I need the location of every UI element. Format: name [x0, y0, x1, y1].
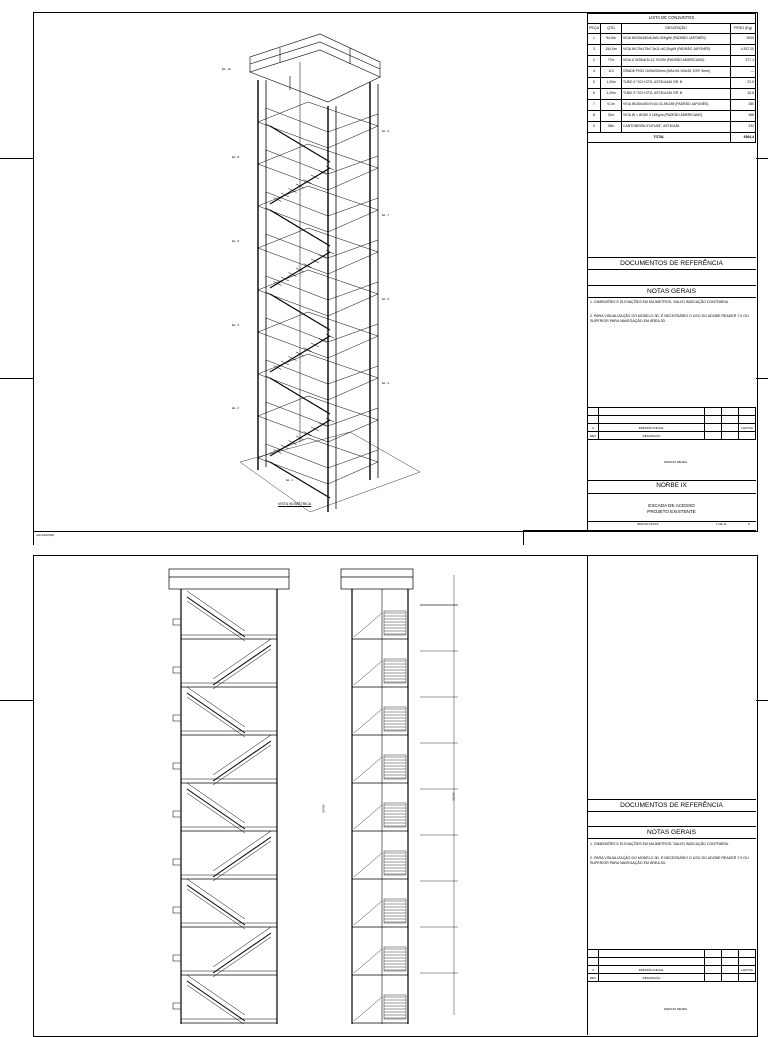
part-description: VIGA W = W150 X 18Kg/m (PADRÃO AMERICANO)	[622, 111, 731, 122]
stair-section	[384, 899, 406, 923]
iso-landing	[258, 438, 378, 484]
general-note: 1. DIMENSÕES E ELEVAÇÕES EM MILÍMETROS, SALVO INDICAÇÃO CONTRÁRIA.	[590, 300, 730, 304]
part-description: VIGA W200x150x6,5x9=32Kg/M (PADRÃO JAPONÊS)	[622, 34, 731, 45]
stair-stringer	[354, 997, 382, 1021]
level-callout: EL. 7	[382, 213, 390, 217]
stair-flight	[187, 885, 245, 925]
part-quantity: 110	[601, 67, 622, 78]
responsible-name: MARCIO NEVES	[664, 460, 688, 464]
part-number: 1	[588, 34, 601, 45]
revision-column-header: DESCRIÇÃO	[599, 974, 705, 982]
parts-list-table	[587, 13, 756, 143]
part-quantity: 31m	[601, 111, 622, 122]
part-number: 2	[588, 56, 601, 67]
iso-stair-tread	[289, 390, 297, 394]
frame-tick	[756, 158, 768, 159]
iso-stair-tread	[281, 301, 289, 305]
stair-flight	[213, 645, 271, 685]
parts-list-row	[588, 34, 756, 45]
iso-stair-tread	[304, 315, 312, 319]
part-quantity: 1,40m	[601, 78, 622, 89]
sheet-format-label: (A2-420x594)	[36, 533, 55, 537]
iso-landing	[258, 312, 378, 358]
revision-description: EMISSÃO INICIAL	[599, 424, 705, 432]
beam-stub	[173, 1003, 181, 1009]
total-value: 9264,4	[731, 133, 756, 143]
stair-stringer	[354, 661, 382, 685]
general-notes-heading: NOTAS GERAIS	[587, 285, 756, 298]
stair-flight	[187, 789, 245, 829]
frame-tick	[523, 530, 524, 545]
iso-stair-tread	[289, 222, 297, 226]
frame-tick	[756, 378, 768, 379]
iso-landing	[258, 228, 378, 274]
iso-stair-tread	[281, 469, 289, 473]
iso-handrail	[266, 234, 378, 258]
iso-landing	[258, 186, 378, 232]
stair-section	[384, 851, 406, 875]
level-callout: EL. 8	[232, 155, 240, 159]
view-label: VISTA ISOMÉTRICA	[278, 502, 312, 506]
revision-number: 0	[588, 424, 599, 432]
level-callout: EL. 9	[382, 129, 390, 133]
stair-stringer	[354, 757, 382, 781]
revision-date: 14/07/20	[739, 966, 756, 974]
front-elevation-view	[165, 565, 295, 1024]
title-block-divider	[587, 521, 756, 522]
revision-date: 14/07/20	[739, 424, 756, 432]
responsible-name: MARCIO NEVES	[664, 1007, 688, 1011]
revision-column-header: REV	[588, 974, 599, 982]
part-quantity: 35m	[601, 122, 622, 133]
stair-flight	[213, 837, 271, 877]
part-quantity: 154,0m	[601, 45, 622, 56]
parts-list-row	[588, 100, 756, 111]
stair-stringer	[354, 949, 382, 973]
stair-section	[384, 707, 406, 731]
revision-index: 0	[748, 522, 750, 526]
beam-stub	[173, 907, 181, 913]
revision-column-header: REV	[588, 432, 599, 440]
iso-landing	[258, 144, 378, 190]
total-label: TOTAL	[588, 133, 731, 143]
iso-stair-tread	[311, 487, 319, 491]
stair-handrail	[187, 783, 245, 823]
part-description: TUBO 3" SCH STD, ASTM A106 GR. B	[622, 89, 731, 100]
drawing-sheet-2	[0, 545, 768, 1024]
level-callout: EL. 3	[382, 381, 390, 385]
title-block-divider	[587, 480, 756, 481]
part-weight: 22,5	[731, 78, 756, 89]
iso-handrail	[266, 402, 378, 426]
beam-stub	[173, 715, 181, 721]
part-description: VIGA U W25x8,5=12,7KG/M (PADRÃO AMERICANO)	[622, 56, 731, 67]
iso-handrail	[266, 318, 378, 342]
iso-stair-tread	[311, 319, 319, 323]
revision-table	[587, 949, 756, 982]
part-number: 5	[588, 78, 601, 89]
general-note: 2. PARA VISUALIZAÇÃO DO MODELO 3D, É NECESSÁRIO O USO DO ADOBE READER 7.0 OU SUPERIOR PARA NAVEGAÇÃO EM ÁREA 3D.	[590, 856, 749, 865]
iso-landing	[258, 396, 378, 442]
parts-list-row	[588, 56, 756, 67]
frame-tick	[523, 530, 756, 531]
part-number: 8	[588, 111, 601, 122]
level-callout: EL. 1	[286, 478, 294, 482]
stair-handrail	[187, 591, 245, 631]
stair-section	[384, 611, 406, 635]
revision-column-header: DESCRIÇÃO	[599, 432, 705, 440]
part-weight: 458	[731, 111, 756, 122]
level-callout: EL. 6	[232, 239, 240, 243]
part-quantity: 94,0m	[601, 34, 622, 45]
iso-stair-tread	[266, 460, 274, 464]
stair-section	[384, 995, 406, 1019]
iso-stair-tread	[304, 399, 312, 403]
iso-landing	[258, 354, 378, 400]
stair-handrail	[187, 975, 245, 1015]
frame-tick	[0, 378, 33, 379]
iso-stair-tread	[281, 133, 289, 137]
stair-flight	[187, 693, 245, 733]
iso-stair-tread	[311, 151, 319, 155]
iso-handrail	[266, 360, 378, 384]
drawing-title: ESCADA DE ACESSO	[648, 503, 695, 508]
part-weight: 3000	[731, 34, 756, 45]
column-header: PESO (Kg)	[731, 24, 756, 34]
iso-stair-tread	[319, 492, 327, 496]
level-callout: EL. 10	[222, 67, 231, 71]
isometric-stair-tower-view	[230, 22, 430, 522]
title-block-divider	[587, 493, 756, 494]
beam-stub	[173, 859, 181, 865]
iso-stair-tread	[266, 376, 274, 380]
part-quantity: 77m	[601, 56, 622, 67]
stair-section	[384, 659, 406, 683]
frame-tick	[0, 700, 33, 701]
iso-stair-tread	[281, 217, 289, 221]
part-description: GRADE PISO 1000x250mm (MALHA 100x30, ESP. 5mm)	[622, 67, 731, 78]
dimension-total: 31246	[451, 792, 456, 801]
beam-stub	[173, 763, 181, 769]
iso-handrail	[266, 444, 378, 468]
stair-stringer	[354, 853, 382, 877]
part-number: 7	[588, 100, 601, 111]
references-heading: DOCUMENTOS DE REFERÊNCIA	[587, 257, 756, 270]
part-number: 6	[588, 89, 601, 100]
iso-stair-tread	[304, 231, 312, 235]
drawing-number: 0000.00.XXXXX	[637, 522, 659, 526]
level-callout: EL. 2	[232, 406, 240, 410]
stair-stringer	[354, 901, 382, 925]
iso-stair-tread	[319, 324, 327, 328]
revision-table	[587, 407, 756, 440]
iso-stair-tread	[296, 478, 304, 482]
general-note: 1. DIMENSÕES E ELEVAÇÕES EM MILÍMETROS, SALVO INDICAÇÃO CONTRÁRIA.	[590, 842, 730, 846]
iso-handrail	[266, 150, 378, 174]
iso-stair-tread	[289, 474, 297, 478]
level-callout: EL. 5	[382, 297, 390, 301]
stair-stringer	[354, 709, 382, 733]
iso-stair-tread	[266, 124, 274, 128]
level-callout: EL. 4	[232, 323, 240, 327]
stair-handrail	[213, 735, 271, 775]
parts-list-row	[588, 89, 756, 100]
iso-handrail	[266, 192, 378, 216]
general-notes-heading: NOTAS GERAIS	[587, 826, 756, 839]
part-weight: 4.537,20	[731, 45, 756, 56]
iso-stair-tread	[289, 306, 297, 310]
stair-flight	[187, 597, 245, 637]
frame-tick	[756, 700, 768, 701]
part-description: TUBO 4" SCH STD, ASTM A106 GR. B	[622, 78, 731, 89]
part-quantity: 1,40m	[601, 89, 622, 100]
stair-handrail	[187, 687, 245, 727]
iso-stair-tread	[319, 156, 327, 160]
parts-list-title: LISTA DE CONJUNTOS	[588, 14, 756, 24]
column-header: PEÇA	[588, 24, 601, 34]
iso-stair-tread	[266, 208, 274, 212]
frame-tick	[0, 158, 33, 159]
beam-stub	[173, 955, 181, 961]
iso-stair-tread	[289, 138, 297, 142]
stair-handrail	[213, 639, 271, 679]
stair-handrail	[187, 879, 245, 919]
beam-stub	[173, 811, 181, 817]
part-weight: 280	[731, 100, 756, 111]
stair-flight	[213, 741, 271, 781]
part-number: 9	[588, 122, 601, 133]
part-weight: 232	[731, 122, 756, 133]
parts-list-row	[588, 67, 756, 78]
iso-landing	[258, 102, 378, 148]
part-description: VIGA W175x175x7,5x11=40,2Kg/M (PADRÃO JAPONÊS)	[622, 45, 731, 56]
iso-stair-tread	[281, 385, 289, 389]
stair-handrail	[213, 927, 271, 967]
iso-stair-tread	[266, 292, 274, 296]
part-weight: 15,6	[731, 89, 756, 100]
beam-stub	[173, 619, 181, 625]
part-quantity: 9,1m	[601, 100, 622, 111]
part-weight: —	[731, 67, 756, 78]
stair-flight	[187, 981, 245, 1021]
revision-number: 0	[588, 966, 599, 974]
iso-stair-tread	[304, 483, 312, 487]
column-header: DESCRIÇÃO	[622, 24, 731, 34]
parts-list-row	[588, 111, 756, 122]
side-elevation-view	[338, 565, 418, 1024]
stair-flight	[213, 933, 271, 973]
sheet-number: 1 DE 11	[716, 522, 727, 526]
part-weight: 977,1	[731, 56, 756, 67]
frame-tick	[33, 530, 34, 545]
parts-list-row	[588, 122, 756, 133]
part-number: 4	[588, 67, 601, 78]
iso-handrail	[266, 276, 378, 300]
iso-stair-tread	[311, 235, 319, 239]
beam-stub	[173, 667, 181, 673]
drawing-subtitle: PROJETO EXISTENTE	[647, 509, 696, 514]
iso-stair-tread	[319, 408, 327, 412]
stair-stringer	[354, 613, 382, 637]
iso-handrail	[266, 108, 378, 132]
dimension-partial: 29789	[321, 804, 326, 813]
iso-stair-tread	[304, 147, 312, 151]
revision-description: EMISSÃO INICIAL	[599, 966, 705, 974]
stair-stringer	[187, 985, 245, 1024]
stair-stringer	[354, 805, 382, 829]
parts-list-row	[588, 78, 756, 89]
column-header: QTD	[601, 24, 622, 34]
stair-handrail	[213, 831, 271, 871]
general-note: 2. PARA VISUALIZAÇÃO DO MODELO 3D, É NECESSÁRIO O USO DO ADOBE READER 7.0 OU SUPERIOR PARA NAVEGAÇÃO EM ÁREA 3D.	[590, 314, 749, 323]
iso-landing	[258, 270, 378, 316]
iso-stair-tread	[311, 403, 319, 407]
stair-section	[384, 803, 406, 827]
part-number: 3	[588, 45, 601, 56]
parts-list-row	[588, 45, 756, 56]
part-description: VIGA W150x150x7x10=31,5KG/M (PADRÃO JAPONÊS)	[622, 100, 731, 111]
part-description: CANTONEIRA 3"x3"x3/8", ASTM A36	[622, 122, 731, 133]
stair-section	[384, 947, 406, 971]
project-name: NORBE IX	[656, 482, 687, 489]
iso-stair-tread	[319, 240, 327, 244]
stair-section	[384, 755, 406, 779]
references-heading: DOCUMENTOS DE REFERÊNCIA	[587, 799, 756, 812]
